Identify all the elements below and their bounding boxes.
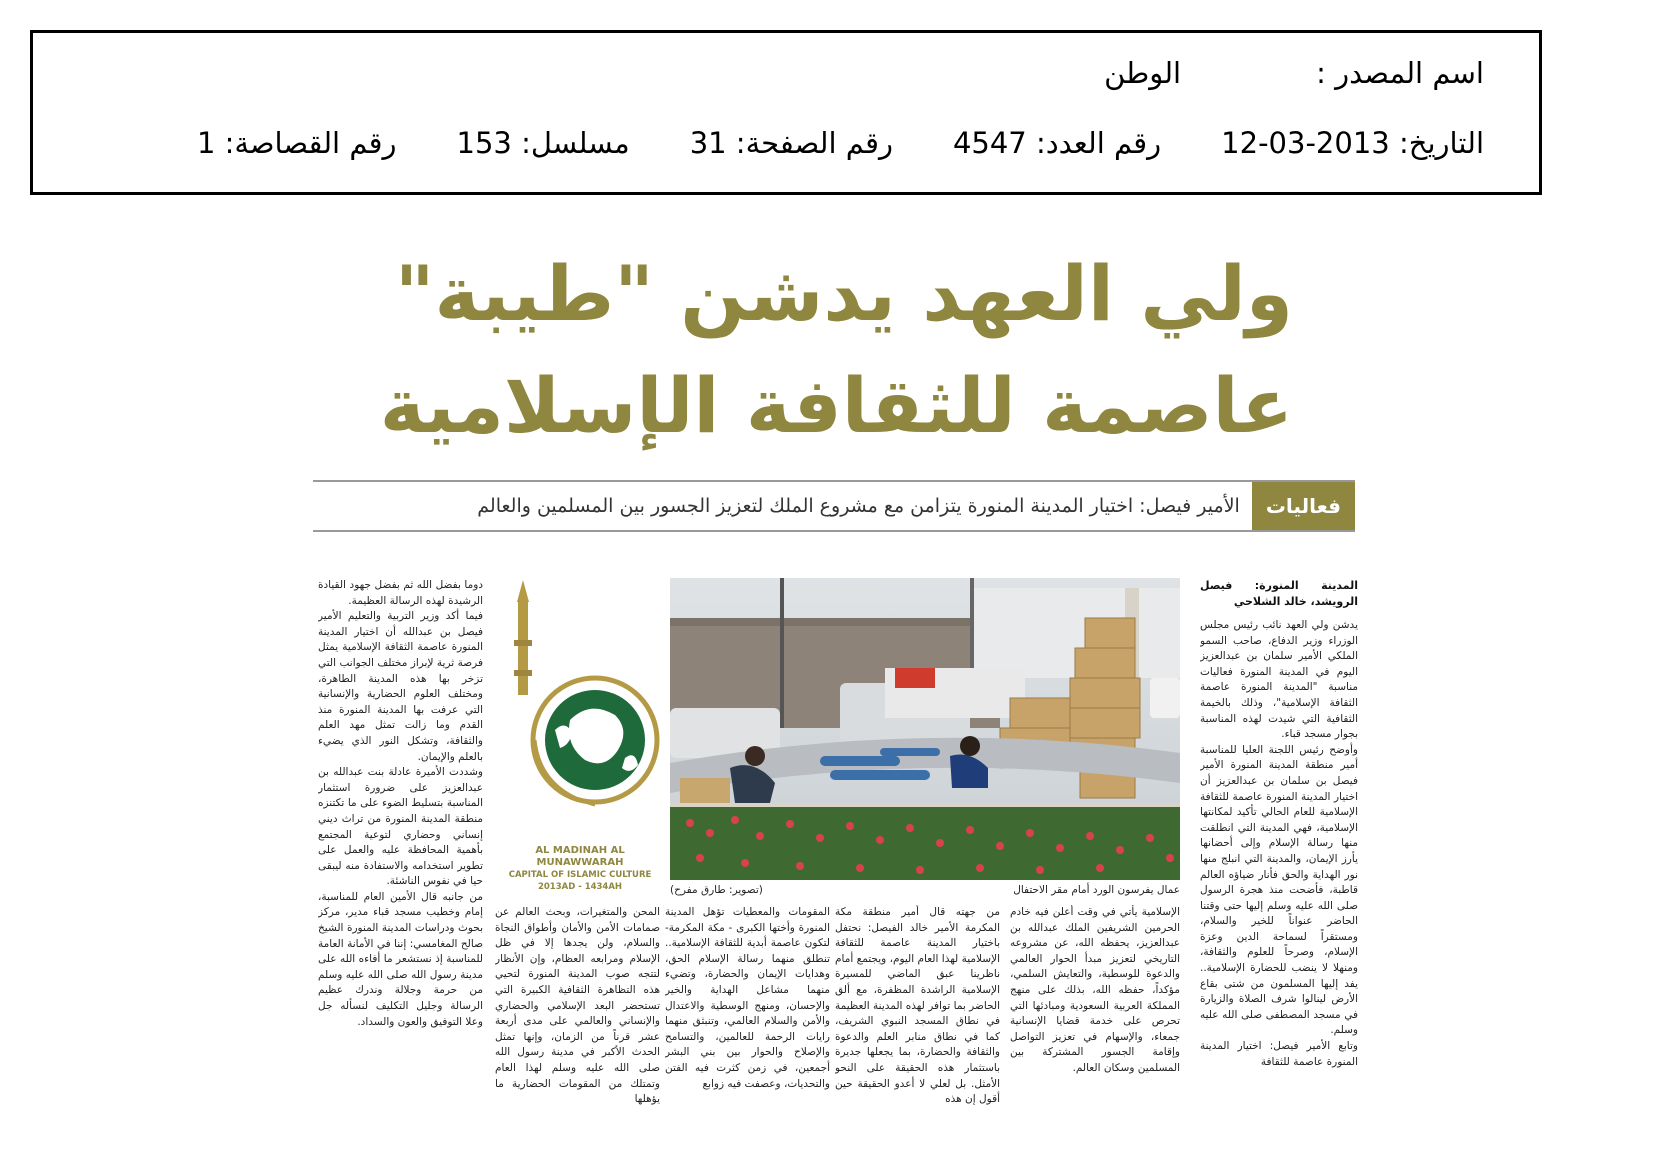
islamic-culture-capital-logo — [500, 580, 660, 880]
paragraph: وشددت الأميرة عادلة بنت عبدالله بن عبدالعزيز على ضرورة استثمار المناسبة بتسليط الضوء على ما تكتنزه منطقة المدينة المنورة من تراث ديني إنساني وحضاري لتوعية المجتمع بأهمية المحافظة عليه والعمل على تطوير استخدامه والاستفادة منه ليبقى حيا في نفوس الناشئة. — [318, 766, 483, 888]
article-column-6 — [318, 578, 483, 1120]
headline-line-2: عاصمة للثقافة الإسلامية — [379, 361, 1293, 450]
kicker-label: فعاليات — [1252, 482, 1355, 530]
logo-line-1: AL MADINAH AL MUNAWWARAH — [535, 845, 625, 868]
paragraph: فيما أكد وزير التربية والتعليم الأمير فيصل بن عبدالله أن اختيار المدينة المنورة عاصمة الثقافة الإسلامية يمثل فرصة ثرية لإبراز مختلف الجوانب التي تزخر بها هذه المدينة الطاهرة، ومختلف العلوم الحضارية والإنسانية التي عرفت بها المدينة المنورة منذ القدم وما زالت تمثل مهد العلم والثقافة، وتشكل النور الذي يضيء بالعلم والإيمان. — [318, 610, 483, 763]
source-metadata-box — [30, 30, 1542, 195]
article-column-4 — [665, 905, 830, 1120]
article-column-2 — [1010, 905, 1180, 1120]
date-field: التاريخ: 2013-03-12 — [1221, 126, 1484, 160]
source-row — [73, 53, 1484, 93]
serial-field: مسلسل: 153 — [456, 126, 630, 160]
article-column-1 — [1200, 578, 1358, 1130]
article-column-3 — [835, 905, 1000, 1120]
paragraph: المقومات والمعطيات تؤهل المدينة المنورة وأختها الكبرى - مكة المكرمة- لتكون عاصمة أبدية للثقافة الإسلامية.. تنطلق منهما رسالة الإسلام الحق، وهدايات الإيمان والحضارة، وتضيء منهما مشاعل الهداية والخير والإحسان، ومنهج الوسطية والاعتدال والأمن والسلام العالمي، وتنبثق منهما رايات الرحمة للعالمين، والتسامح والإصلاح والحوار بين بني البشر أجمعين، في زمن كثرت فيه الفتن والتحديات، وعصفت فيه زوابع — [665, 906, 830, 1090]
logo-line-3: 2013AD - 1434AH — [537, 882, 623, 892]
details-row — [73, 123, 1484, 163]
logo-line-2: CAPITAL OF ISLAMIC CULTURE — [508, 870, 652, 880]
source-label: اسم المصدر : — [1316, 56, 1484, 90]
subheadline: الأمير فيصل: اختيار المدينة المنورة يتزامن مع مشروع الملك لتعزيز الجسور بين المسلمين والعالم — [477, 495, 1240, 517]
paragraph: دوما بفضل الله ثم بفضل جهود القيادة الرشيدة لهذه الرسالة العظيمة. — [318, 579, 483, 607]
issue-field: رقم العدد: 4547 — [952, 126, 1162, 160]
paragraph: وأوضح رئيس اللجنة العليا للمناسبة أمير منطقة المدينة المنورة الأمير فيصل بن سلمان بن عبدالعزيز أن اختيار المدينة المنورة عاصمة للثقافة الإسلامية للعام الحالي تأكيد لمكانتها الإسلامية، فهي المدينة التي انطلقت منها رسالة الإسلام وإلى أحضانها يأرز الإيمان، والمدينة التي انبلج منها نور الهداية والحق فأنار ضياؤه العالم قاطبة، فأضحت منذ هجرة الرسول صلى الله عليه وسلم إليها حتى وقتنا الحاضر عنواناً للخير والسلام، ومستقراً لسماحة الدين وعزة الإسلام، وصرحاً للعلوم والثقافة، ومنهلا لا ينضب للحضارة الإسلامية.. يفد إليها المسلمون من شتى بقاع الأرض لينالوا شرف الصلاة والزيارة في مسجد المصطفى صلى الله عليه وسلم. — [1200, 743, 1358, 1037]
subheadline-bar — [313, 480, 1355, 532]
page-field: رقم الصفحة: 31 — [689, 126, 893, 160]
logo-caption — [492, 845, 668, 893]
photo-caption-row — [670, 884, 1180, 896]
paragraph: من جانبه قال الأمين العام للمناسبة، إمام وخطيب مسجد قباء مدير، مركز بحوث ودراسات المدينة المنورة الشيخ صالح المغامسي: إننا في الأمانة العامة للمناسبة إذ نستشعر ما أفاءه الله على مدينة رسول الله صلى الله عليه وسلم من حرمة وجلالة وندرك عظيم الرسالة وجليل التكليف لنسأله جل وعلا التوفيق والعون والسداد. — [318, 890, 483, 1028]
photo-credit: (تصوير: طارق مفرح) — [670, 884, 763, 896]
article-column-5 — [495, 905, 660, 1120]
headline-line-1: ولي العهد يدشن "طيبة" — [394, 249, 1293, 338]
clipping-field: رقم القصاصة: 1 — [196, 126, 397, 160]
source-value: الوطن — [1104, 56, 1182, 90]
paragraph: المحن والمتغيرات، وبحث العالم عن صمامات الأمن والأمان وأطواق النجاة والسلام، ولن يجدها إلا في ظل الإسلام ومرابعه العظام، وإن الأنظار لتتجه صوب المدينة المنورة لتحيي هذه التظاهرة الثقافية الكبيرة التي تستحضر البعد الإسلامي والحضاري والإنساني والعالمي على مدى أربعة عشر قرناً من الزمان، وإنها تمثل الحدث الأكبر في مدينة رسول الله صلى الله عليه وسلم لهذا العام وتمتلك من المقومات الحضارية ما يؤهلها — [495, 906, 660, 1106]
paragraph: الإسلامية يأتي في وقت أعلن فيه خادم الحرمين الشريفين الملك عبدالله بن عبدالعزيز، يحفظه الله، عن مشروعه التاريخي لتعزيز مبدأ الحوار العالمي والدعوة للوسطية، والتعايش السلمي، مؤكداً، حفظه الله، بذلك على منهج المملكة العربية السعودية ومبادئها التي تحرص على خدمة قضايا الإنسانية جمعاء، والإسهام في تعزيز التواصل وإقامة الجسور المشتركة بين المسلمين وسكان العالم. — [1010, 906, 1180, 1074]
paragraph: من جهته قال أمير منطقة مكة المكرمة الأمير خالد الفيصل: نحتفل باختيار المدينة عاصمة للثقافة الإسلامية لهذا العام اليوم، ويجتمع أمام ناظرينا عبق الماضي للمسيرة الإسلامية الراشدة المظفرة، مع ألق الحاضر بما توافر لهذه المدينة العظيمة في نطاق المسجد النبوي الشريف، كما في نطاق منابر العلم والدعوة والثقافة والحضارة، بما يجعلها جديرة باستثمار هذه الحقيقة على النحو الأمثل. بل لعلي لا أعدو الحقيقة حين أقول إن هذه — [835, 906, 1000, 1106]
paragraph: يدشن ولي العهد نائب رئيس مجلس الوزراء وزير الدفاع، صاحب السمو الملكي الأمير سلمان بن عبدالعزيز اليوم في المدينة المنورة فعاليات مناسبة "المدينة المنورة عاصمة الثقافة الإسلامية"، وذلك بالخيمة الثقافية التي شيدت لهذه المناسبة بجوار مسجد قباء. — [1200, 619, 1358, 741]
photo-caption: عمال يفرسون الورد أمام مقر الاحتفال — [1013, 884, 1180, 896]
byline: المدينة المنورة: فيصل الرويشد، خالد الشلاحي — [1200, 579, 1358, 608]
event-photo — [670, 578, 1180, 880]
paragraph: وتابع الأمير فيصل: اختيار المدينة المنورة عاصمة للثقافة — [1200, 1040, 1358, 1068]
